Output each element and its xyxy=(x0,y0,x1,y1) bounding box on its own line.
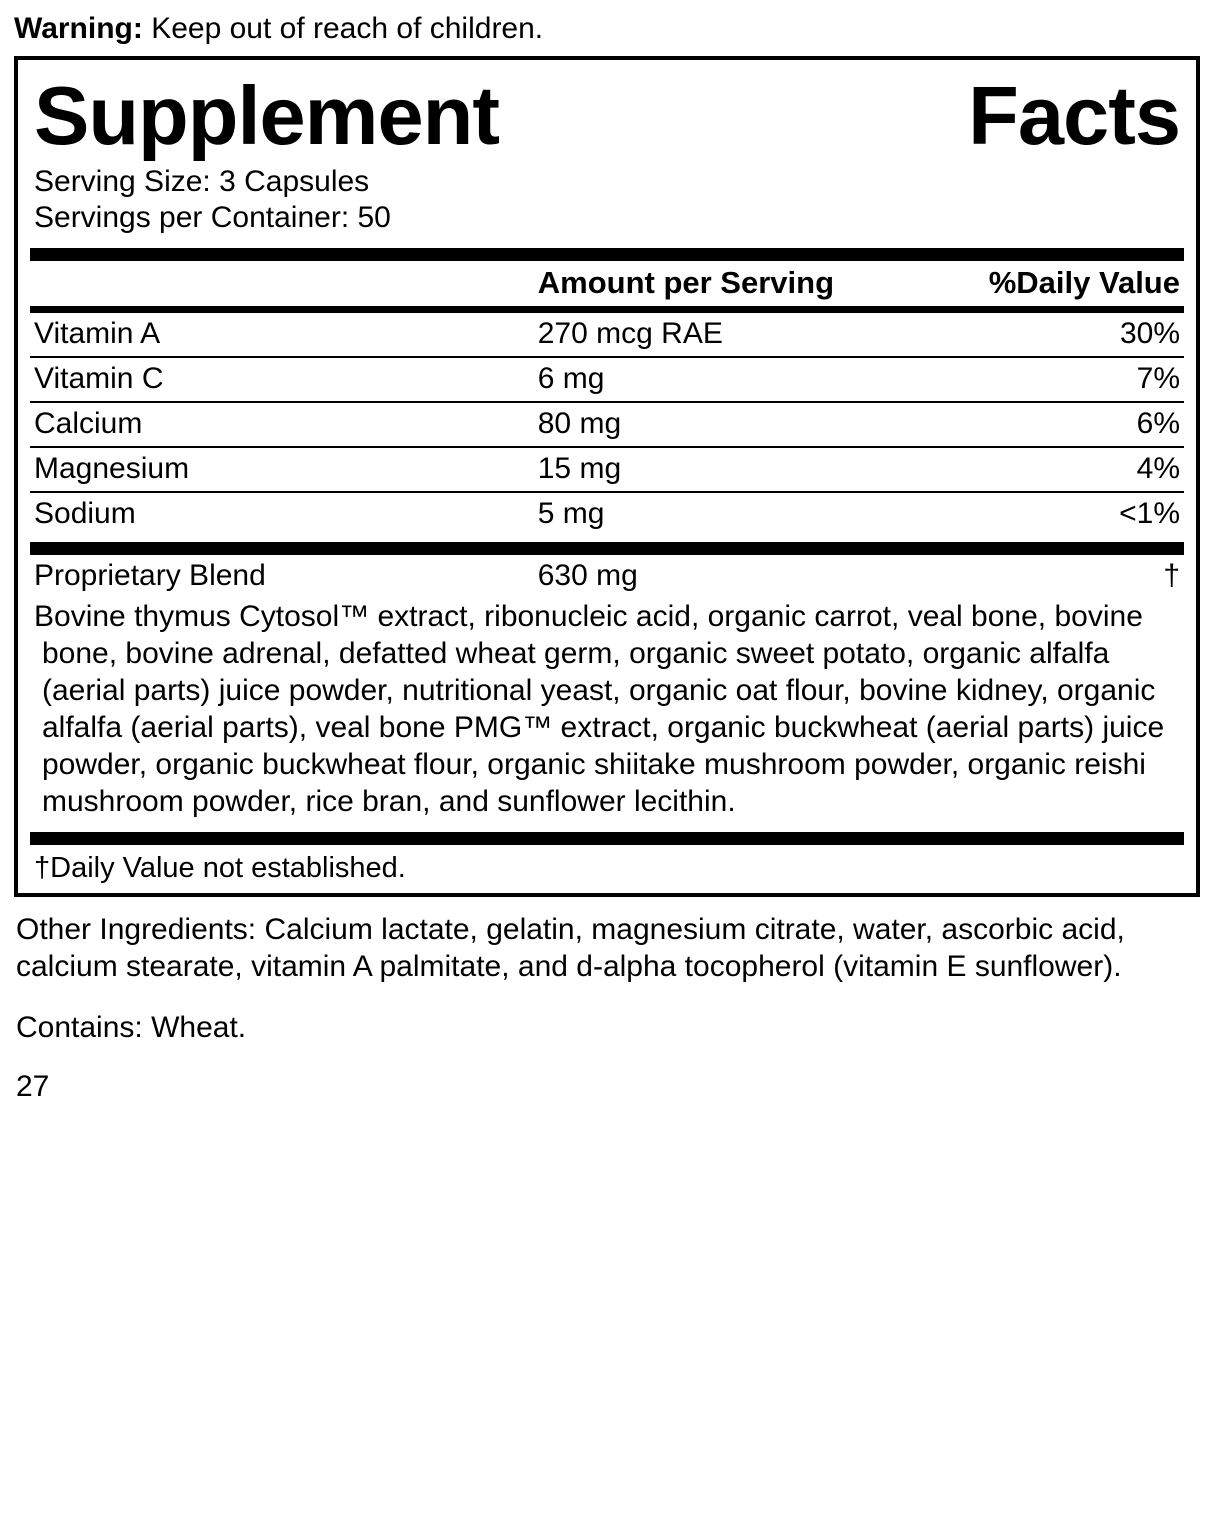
table-row xyxy=(30,402,1184,447)
nutrient-name: Sodium xyxy=(34,497,136,530)
panel-title xyxy=(30,60,1184,164)
table-header-row xyxy=(30,261,1184,306)
panel-title-facts: Facts xyxy=(968,69,1180,162)
header-amount-per-serving: Amount per Serving xyxy=(537,265,835,300)
nutrient-amount: 80 mg xyxy=(538,402,919,447)
nutrient-dv: 30% xyxy=(919,313,1184,357)
table-row xyxy=(30,313,1184,357)
table-row xyxy=(30,357,1184,402)
nutrient-dv: 6% xyxy=(919,402,1184,447)
nutrient-amount: 5 mg xyxy=(537,497,605,530)
servings-per-container: Servings per Container: 50 xyxy=(34,201,391,234)
nutrient-dv: 7% xyxy=(919,357,1184,402)
header-blank xyxy=(30,261,538,306)
blend-dv: † xyxy=(1163,559,1180,592)
nutrient-name: Vitamin C xyxy=(30,357,538,402)
blend-name: Proprietary Blend xyxy=(34,559,266,592)
header-daily-value: %Daily Value xyxy=(988,265,1180,300)
warning-label: Warning: xyxy=(14,12,143,45)
proprietary-blend-table xyxy=(30,555,1184,598)
serving-size: Serving Size: 3 Capsules xyxy=(34,165,370,198)
nutrient-amount: 270 mcg RAE xyxy=(538,313,919,357)
divider-medium-header xyxy=(30,306,1184,313)
blend-description: Bovine thymus Cytosol™ extract, ribonucleic acid, organic carrot, veal bone, bovine bone, bovine adrenal, defatted wheat germ, organic sweet potato, organic alfalfa (aerial parts) juice powder, nutritional yeast, organic oat flour, bovine kidney, organic alfalfa (aerial parts), veal bone PMG™ extract, organic buckwheat (aerial parts) juice powder, organic buckwheat flour, organic shiitake mushroom powder, organic reishi mushroom powder, rice bran, and sunflower lecithin. xyxy=(34,600,1165,818)
supplement-facts-box xyxy=(14,56,1200,897)
blend-amount: 630 mg xyxy=(537,559,638,592)
table-row xyxy=(30,447,1184,492)
divider-thick-blend xyxy=(30,542,1184,555)
nutrient-rows xyxy=(30,313,1184,536)
table-row xyxy=(30,555,1184,598)
panel-title-supplement: Supplement xyxy=(34,69,499,162)
divider-thick-top xyxy=(30,248,1184,261)
table-row xyxy=(30,492,1184,536)
warning-line xyxy=(14,0,1200,56)
nutrient-name: Calcium xyxy=(30,402,538,447)
nutrient-name: Magnesium xyxy=(30,447,538,492)
warning-text: Keep out of reach of children. xyxy=(151,12,544,45)
daily-value-footnote: †Daily Value not established. xyxy=(34,852,406,884)
nutrient-name: Vitamin A xyxy=(30,313,538,357)
nutrient-dv: 4% xyxy=(919,447,1184,492)
nutrient-amount: 15 mg xyxy=(538,447,919,492)
other-ingredients: Other Ingredients: Calcium lactate, gelatin, magnesium citrate, water, ascorbic acid, calcium stearate, vitamin A palmitate, and d-alpha tocopherol (vitamin E sunflower). xyxy=(16,913,1125,983)
nutrition-table xyxy=(30,261,1184,306)
contains-statement: Contains: Wheat. xyxy=(16,1011,247,1044)
nutrient-amount: 6 mg xyxy=(538,357,919,402)
nutrient-dv: <1% xyxy=(1119,497,1180,530)
page-number: 27 xyxy=(16,1070,50,1103)
divider-thick-footnote xyxy=(30,832,1184,845)
